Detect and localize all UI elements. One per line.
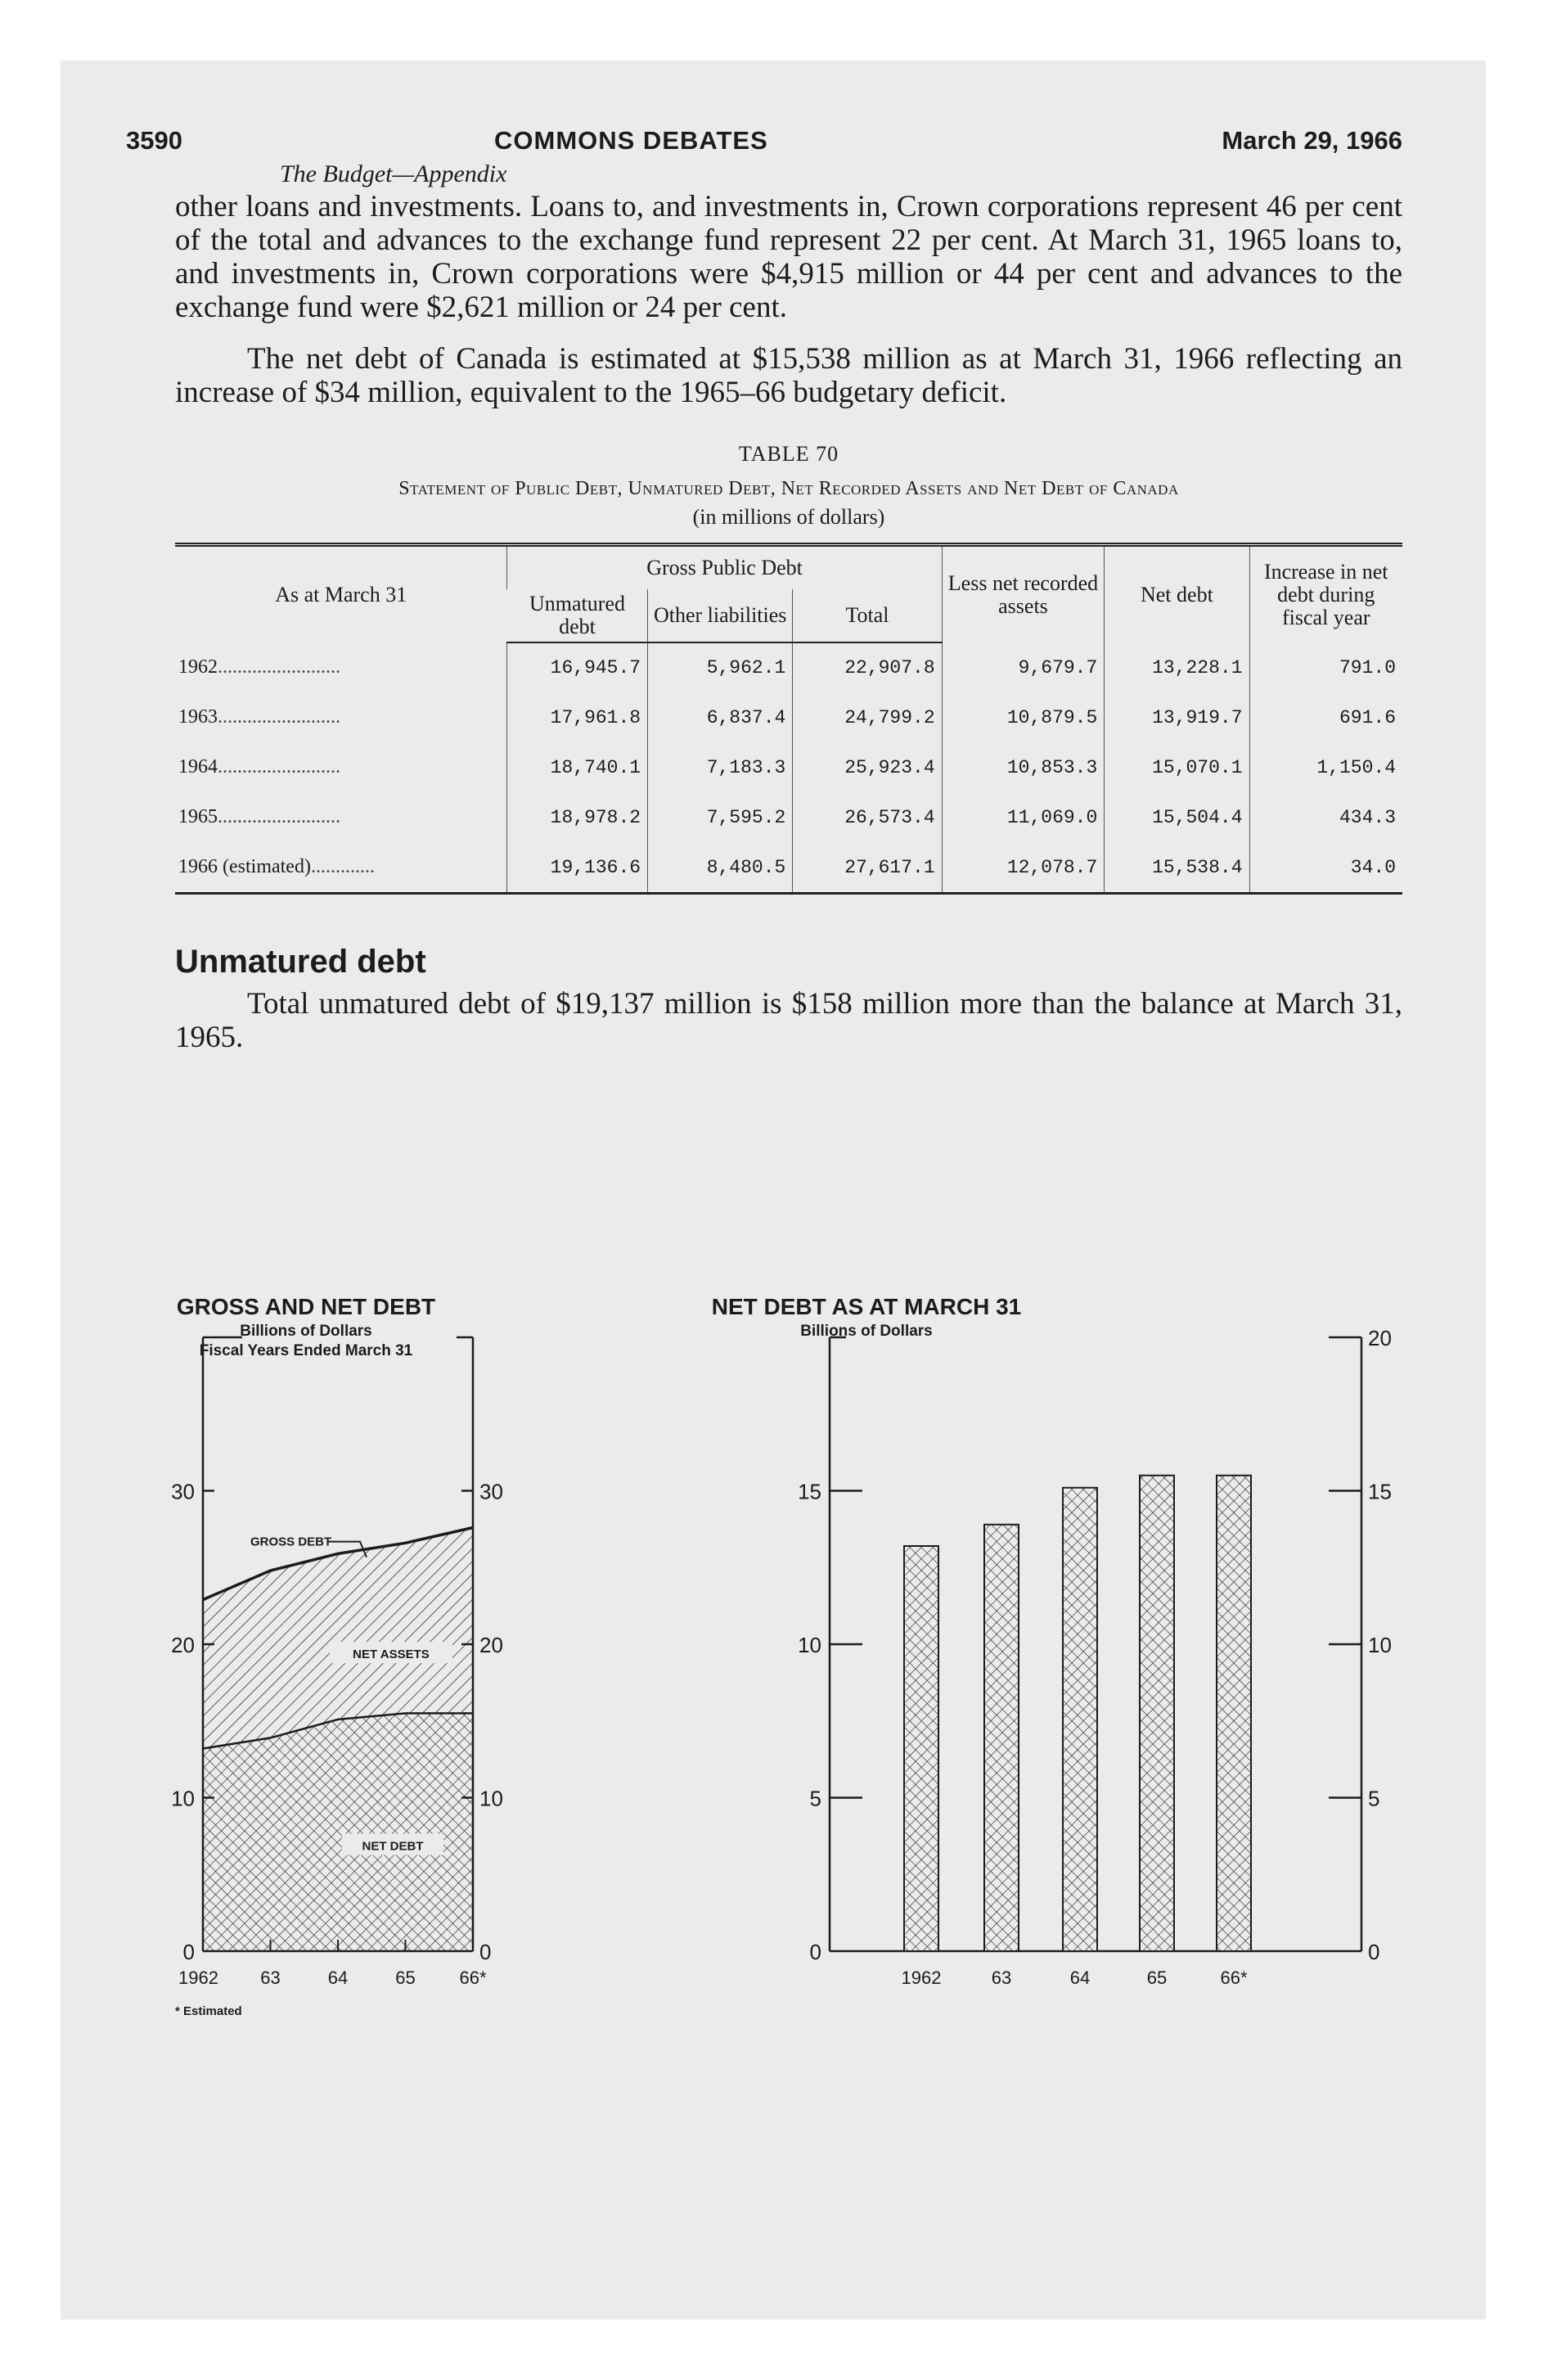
table-cell: 34.0 [1249, 842, 1402, 894]
x-tick-label: 66* [459, 1968, 487, 1988]
table-cell: 6,837.4 [648, 692, 793, 742]
left-chart-subtitle: Fiscal Years Ended March 31 [199, 1342, 413, 1359]
y-tick-label: 20 [479, 1633, 503, 1657]
net-assets-label: NET ASSETS [353, 1648, 430, 1662]
net-debt-area [203, 1713, 473, 1951]
y-tick-label: 5 [809, 1786, 821, 1811]
bar-chart [798, 1326, 1392, 1988]
area-chart [171, 1337, 503, 1988]
table-cell: 15,070.1 [1105, 742, 1249, 792]
table-cell: 15,504.4 [1105, 792, 1249, 842]
column-header: Net debt [1105, 545, 1249, 643]
x-tick-label: 1962 [901, 1968, 942, 1988]
table-cell: 1,150.4 [1249, 742, 1402, 792]
table-row [175, 642, 1402, 692]
table-cell: 7,595.2 [648, 792, 793, 842]
net-debt-bar [984, 1525, 1019, 1951]
y-tick-label: 10 [479, 1786, 503, 1811]
column-header: As at March 31 [275, 582, 407, 606]
table-cell: 10,853.3 [942, 742, 1105, 792]
y-tick-label: 20 [1368, 1326, 1392, 1350]
net-debt-bar [1217, 1476, 1251, 1951]
right-chart-title: NET DEBT AS AT MARCH 31 [711, 1294, 1022, 1319]
group-header: Gross Public Debt [507, 545, 942, 590]
table-row [175, 692, 1402, 742]
table-row [175, 842, 1402, 894]
table-cell: 9,679.7 [942, 642, 1105, 692]
row-label: 1965......................... [178, 806, 340, 827]
row-label: 1966 (estimated)............. [178, 856, 375, 877]
table-cell: 27,617.1 [793, 842, 942, 894]
table-cell: 5,962.1 [648, 642, 793, 692]
table-cell: 7,183.3 [648, 742, 793, 792]
net-debt-bar [904, 1546, 938, 1951]
column-header: Total [793, 589, 942, 642]
net-debt-bar [1063, 1488, 1097, 1951]
y-tick-label: 5 [1368, 1786, 1380, 1811]
y-tick-label: 15 [1368, 1479, 1392, 1504]
column-header: Less net recorded assets [942, 545, 1105, 643]
column-header: Other liabilities [648, 589, 793, 642]
table-title: Statement of Public Debt, Unmatured Debt, Net Recorded Assets and Net Debt of Canada [398, 478, 1179, 499]
y-tick-label: 10 [171, 1786, 195, 1811]
dot-leader: ............. [310, 856, 375, 877]
gross-debt-label: GROSS DEBT [250, 1535, 332, 1549]
x-tick-label: 63 [260, 1968, 281, 1988]
net-debt-bar [1140, 1476, 1174, 1951]
table-cell: 26,573.4 [793, 792, 942, 842]
x-tick-label: 1962 [178, 1968, 218, 1988]
table-body [175, 642, 1402, 894]
row-label: 1962......................... [178, 656, 340, 678]
paragraph: Total unmatured debt of $19,137 million is $158 million more than the balance at March 31, 1965. [175, 987, 1402, 1054]
y-tick-label: 10 [1368, 1633, 1392, 1657]
x-tick-label: 65 [395, 1968, 416, 1988]
y-tick-label: 10 [798, 1633, 821, 1657]
x-tick-label: 65 [1146, 1968, 1168, 1988]
table-cell: 18,978.2 [507, 792, 648, 842]
table-cell: 8,480.5 [648, 842, 793, 894]
table-cell: 18,740.1 [507, 742, 648, 792]
column-header: Unmatured debt [507, 589, 648, 642]
charts-area [171, 1294, 1402, 2035]
row-label: 1964......................... [178, 756, 340, 778]
table-unit: (in millions of dollars) [692, 505, 885, 529]
table-cell: 13,228.1 [1105, 642, 1249, 692]
dot-leader: ......................... [218, 706, 340, 728]
table-cell: 15,538.4 [1105, 842, 1249, 894]
table-row [175, 742, 1402, 792]
left-chart-footnote: * Estimated [175, 2004, 242, 2018]
table-cell: 22,907.8 [793, 642, 942, 692]
y-tick-label: 0 [182, 1940, 195, 1964]
column-header: Increase in net debt during fiscal year [1249, 545, 1402, 643]
table-caption: TABLE 70 [738, 442, 839, 466]
left-chart-title: GROSS AND NET DEBT [176, 1294, 436, 1319]
running-header [126, 126, 1402, 162]
x-tick-label: 64 [1069, 1968, 1091, 1988]
y-tick-label: 20 [171, 1633, 195, 1657]
table-cell: 791.0 [1249, 642, 1402, 692]
row-label: 1963......................... [178, 706, 340, 728]
page-number: 3590 [126, 126, 182, 155]
net-debt-label: NET DEBT [362, 1839, 424, 1854]
paragraph: other loans and investments. Loans to, and investments in, Crown corporations represent 46 per cent of the total and advances to the exchange fund represent 22 per cent. At March 31, 1965 loans to, and investments in, Crown corporations were $4,915 million or 44 per cent and advances to the exchange fund were $2,621 million or 24 per cent. [175, 190, 1402, 324]
y-tick-label: 30 [171, 1479, 195, 1504]
table-row [175, 792, 1402, 842]
table-cell: 434.3 [1249, 792, 1402, 842]
table-cell: 12,078.7 [942, 842, 1105, 894]
publication-title: COMMONS DEBATES [494, 126, 768, 155]
dot-leader: ......................... [218, 656, 340, 678]
table-cell: 17,961.8 [507, 692, 648, 742]
y-tick-label: 30 [479, 1479, 503, 1504]
y-tick-label: 15 [798, 1479, 821, 1504]
page-content [126, 126, 1402, 2018]
section-title: The Budget—Appendix [280, 160, 507, 187]
y-tick-label: 0 [809, 1940, 821, 1964]
y-tick-label: 0 [479, 1940, 492, 1964]
section-heading: Unmatured debt [175, 944, 426, 980]
right-chart-subtitle: Billions of Dollars [800, 1323, 933, 1340]
x-tick-label: 66* [1220, 1968, 1248, 1988]
table-cell: 19,136.6 [507, 842, 648, 894]
dot-leader: ......................... [218, 756, 340, 778]
table-cell: 25,923.4 [793, 742, 942, 792]
y-tick-label: 0 [1368, 1940, 1380, 1964]
paragraph: The net debt of Canada is estimated at $15,538 million as at March 31, 1966 reflecting an increase of $34 million, equivalent to the 1965–66 budgetary deficit. [175, 342, 1402, 409]
table-cell: 24,799.2 [793, 692, 942, 742]
table-cell: 10,879.5 [942, 692, 1105, 742]
header-date: March 29, 1966 [1222, 126, 1402, 155]
charts-svg [171, 1294, 1402, 2035]
left-chart-subtitle: Billions of Dollars [240, 1323, 372, 1340]
table-cell: 691.6 [1249, 692, 1402, 742]
x-tick-label: 63 [991, 1968, 1012, 1988]
public-debt-table [175, 543, 1402, 895]
dot-leader: ......................... [218, 806, 340, 827]
table-cell: 11,069.0 [942, 792, 1105, 842]
x-tick-label: 64 [327, 1968, 349, 1988]
table-cell: 13,919.7 [1105, 692, 1249, 742]
table-cell: 16,945.7 [507, 642, 648, 692]
